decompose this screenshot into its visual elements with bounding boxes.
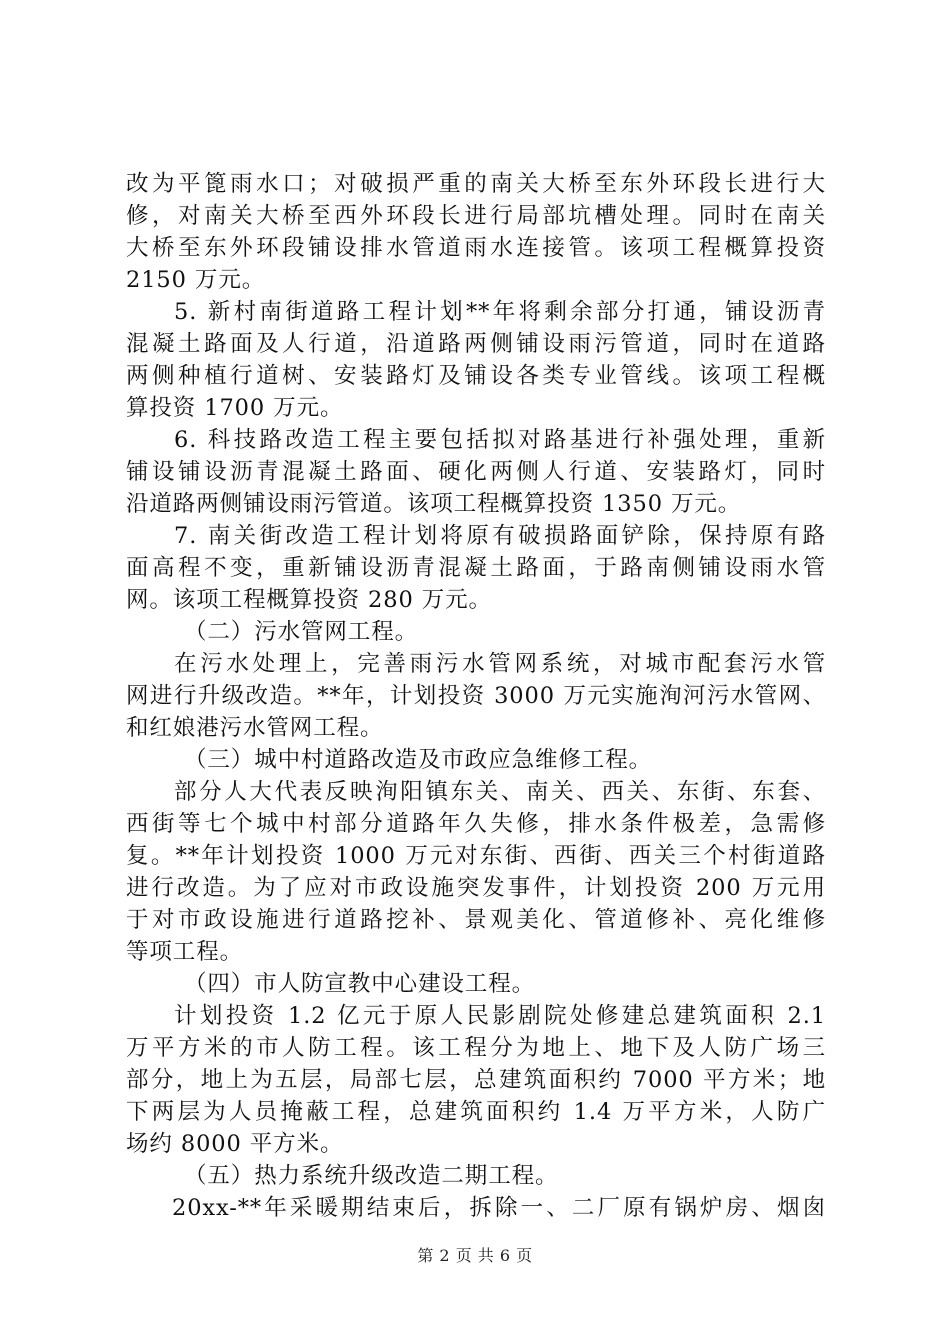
text-line: 大桥至东外环段铺设排水管道雨水连接管。该项工程概算投资 [126, 235, 826, 261]
text-line: 修，对南关大桥至西外环段长进行局部坑槽处理。同时在南关 [126, 203, 826, 229]
text-line: 沿道路两侧铺设雨污管道。该项工程概算投资 1350 万元。 [126, 491, 742, 517]
document-body [126, 168, 826, 1224]
text-line: 万平方米的市人防工程。该工程分为地上、地下及人防广场三 [126, 1035, 826, 1061]
section-heading: （二）污水管网工程。 [184, 619, 419, 645]
text-line: 算投资 1700 万元。 [126, 395, 344, 421]
text-line: 进行改造。为了应对市政设施突发事件，计划投资 200 万元用 [126, 875, 826, 901]
section-heading: （四）市人防宣教中心建设工程。 [184, 971, 536, 997]
section-heading: （三）城中村道路改造及市政应急维修工程。 [184, 747, 653, 773]
text-line: 两侧种植行道树、安装路灯及铺设各类专业管线。该项工程概 [126, 363, 826, 389]
text-line: 6. 科技路改造工程主要包括拟对路基进行补强处理，重新 [174, 427, 826, 453]
text-line: 网进行升级改造。**年，计划投资 3000 万元实施洵河污水管网、 [126, 683, 826, 709]
text-line: 部分，地上为五层，局部七层，总建筑面积约 7000 平方米；地 [126, 1067, 826, 1093]
text-line: 面高程不变，重新铺设沥青混凝土路面，于路南侧铺设雨水管 [126, 555, 826, 581]
text-line: 5. 新村南街道路工程计划**年将剩余部分打通，铺设沥青 [174, 299, 826, 325]
text-line: 20xx-**年采暖期结束后，拆除一、二厂原有锅炉房、烟囱 [172, 1195, 826, 1221]
text-line: 部分人大代表反映洵阳镇东关、南关、西关、东街、东套、 [174, 779, 826, 805]
text-line: 于对市政设施进行道路挖补、景观美化、管道修补、亮化维修 [126, 907, 826, 933]
text-line: 西街等七个城中村部分道路年久失修，排水条件极差，急需修 [126, 811, 826, 837]
page-number-footer: 第 2 页 共 6 页 [417, 1246, 533, 1265]
text-line: 2150 万元。 [126, 267, 266, 293]
text-line: 网。该项工程概算投资 280 万元。 [126, 587, 492, 613]
section-heading: （五）热力系统升级改造二期工程。 [184, 1163, 559, 1189]
text-line: 计划投资 1.2 亿元于原人民影剧院处修建总建筑面积 2.1 [174, 1003, 826, 1029]
text-line: 改为平篦雨水口；对破损严重的南关大桥至东外环段长进行大 [126, 171, 826, 197]
text-line: 在污水处理上，完善雨污水管网系统，对城市配套污水管 [174, 651, 826, 677]
text-line: 下两层为人员掩蔽工程，总建筑面积约 1.4 万平方米，人防广 [126, 1099, 826, 1125]
text-line: 铺设铺设沥青混凝土路面、硬化两侧人行道、安装路灯，同时 [126, 459, 826, 485]
text-line: 复。**年计划投资 1000 万元对东街、西街、西关三个村街道路 [126, 843, 826, 869]
text-line: 场约 8000 平方米。 [126, 1131, 344, 1157]
text-line: 混凝土路面及人行道，沿道路两侧铺设雨污管道，同时在道路 [126, 331, 826, 357]
text-line: 和红娘港污水管网工程。 [126, 715, 384, 741]
text-line: 等项工程。 [126, 939, 244, 965]
text-line: 7. 南关街改造工程计划将原有破损路面铲除，保持原有路 [174, 523, 826, 549]
